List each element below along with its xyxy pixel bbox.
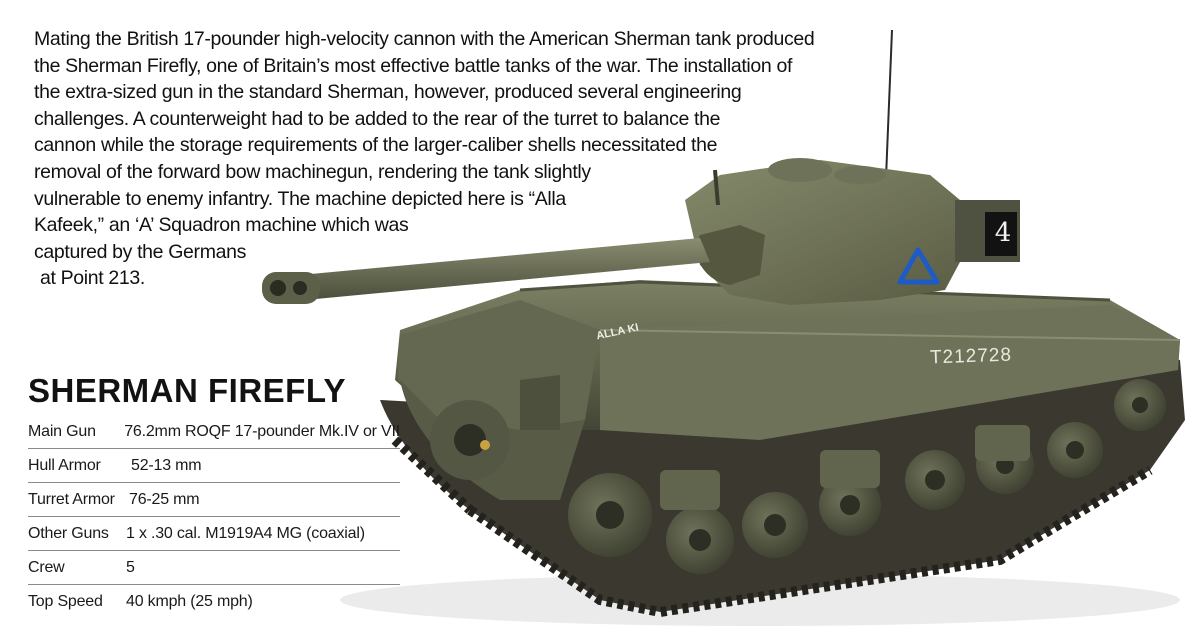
description-line: challenges. A counterweight had to be added to the rear of the turret to balance the xyxy=(34,107,721,130)
page-title: SHERMAN FIREFLY xyxy=(28,372,346,409)
turret-number: 4 xyxy=(994,218,1012,248)
serial-marking: T212728 xyxy=(929,344,1013,369)
antenna xyxy=(886,30,892,178)
description-line: cannon while the storage requirements of the larger-caliber shells necessitated the xyxy=(34,134,718,157)
spec-value: 40 kmph (25 mph) xyxy=(126,592,253,610)
description xyxy=(34,26,864,292)
spec-row-main-gun xyxy=(28,415,400,449)
spec-row-other-guns xyxy=(28,517,400,551)
description-line: Kafeek,” an ‘A’ Squadron machine which was xyxy=(34,214,409,237)
description-line: Mating the British 17-pounder high-velocity cannon with the American Sherman tank produced xyxy=(34,28,815,50)
specs-table xyxy=(28,415,400,618)
description-line: at Point 213. xyxy=(40,267,145,290)
spec-value: 52-13 mm xyxy=(131,456,202,474)
spec-value: 76-25 mm xyxy=(129,490,200,508)
spec-value: 76.2mm ROQF 17-pounder Mk.IV or VII xyxy=(124,422,400,440)
description-line: captured by the Germans xyxy=(34,240,246,263)
description-line: the extra-sized gun in the standard Sherman, however, produced several engineering xyxy=(34,81,742,104)
spec-label: Hull Armor xyxy=(28,456,101,474)
spec-label: Main Gun xyxy=(28,422,96,440)
spec-label: Turret Armor xyxy=(28,490,115,508)
spec-label: Other Guns xyxy=(28,524,109,542)
spec-row-top-speed xyxy=(28,585,400,618)
spec-row-turret-armor xyxy=(28,483,400,517)
spec-label: Crew xyxy=(28,558,65,576)
description-line: the Sherman Firefly, one of Britain’s most effective battle tanks of the war. The installation of xyxy=(34,54,793,77)
description-line: vulnerable to enemy infantry. The machine depicted here is “Alla xyxy=(34,187,566,210)
spec-label: Top Speed xyxy=(28,592,103,610)
spec-value: 5 xyxy=(126,558,135,576)
name-marking: ALLA KI xyxy=(595,321,640,343)
spec-row-hull-armor xyxy=(28,449,400,483)
description-line: removal of the forward bow machinegun, rendering the tank slightly xyxy=(34,160,591,183)
spec-value: 1 x .30 cal. M1919A4 MG (coaxial) xyxy=(126,524,365,542)
spec-row-crew xyxy=(28,551,400,585)
